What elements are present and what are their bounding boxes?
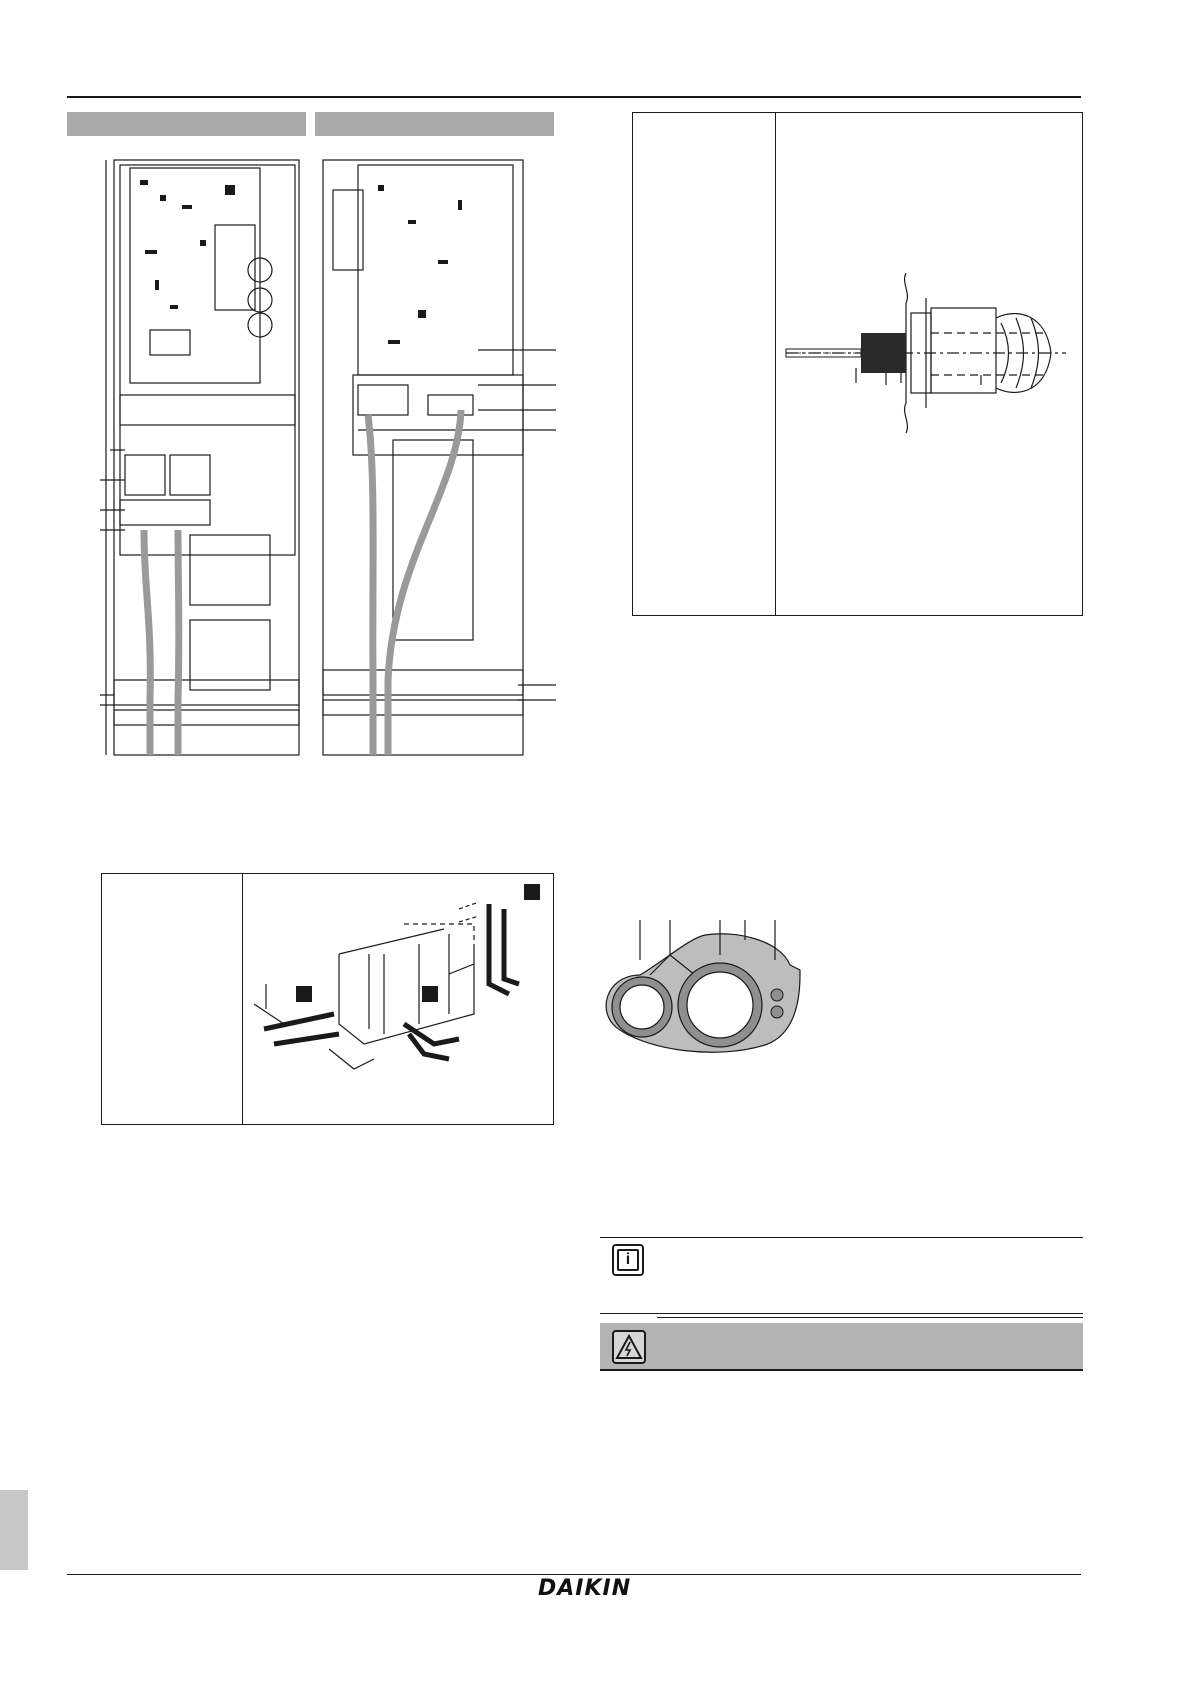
figure-box-divider <box>242 874 243 1124</box>
info-rule-top <box>600 1237 1083 1238</box>
warning-rule-bottom <box>600 1369 1083 1371</box>
footer-rule <box>67 1574 1081 1575</box>
unit-wiring-figure-right <box>318 140 558 760</box>
info-icon: i <box>612 1244 644 1276</box>
side-tab <box>0 1490 28 1570</box>
piping-illustration <box>244 874 554 1124</box>
info-rule-bottom <box>600 1313 1083 1314</box>
drill-figure-box <box>632 112 1083 616</box>
electric-hazard-icon <box>612 1330 646 1364</box>
brand-logo: DAIKIN <box>538 1576 632 1601</box>
unit-wiring-figure-left <box>100 140 310 760</box>
figure-header-left <box>67 112 306 136</box>
warning-bar <box>600 1323 1083 1369</box>
header-rule <box>67 96 1081 98</box>
piping-figure-box <box>101 873 554 1125</box>
pipe-sleeve-figure <box>595 920 805 1060</box>
figure-header-right <box>315 112 554 136</box>
drill-grommet-illustration <box>776 113 1081 613</box>
info-rule-bottom-2 <box>657 1317 1083 1318</box>
